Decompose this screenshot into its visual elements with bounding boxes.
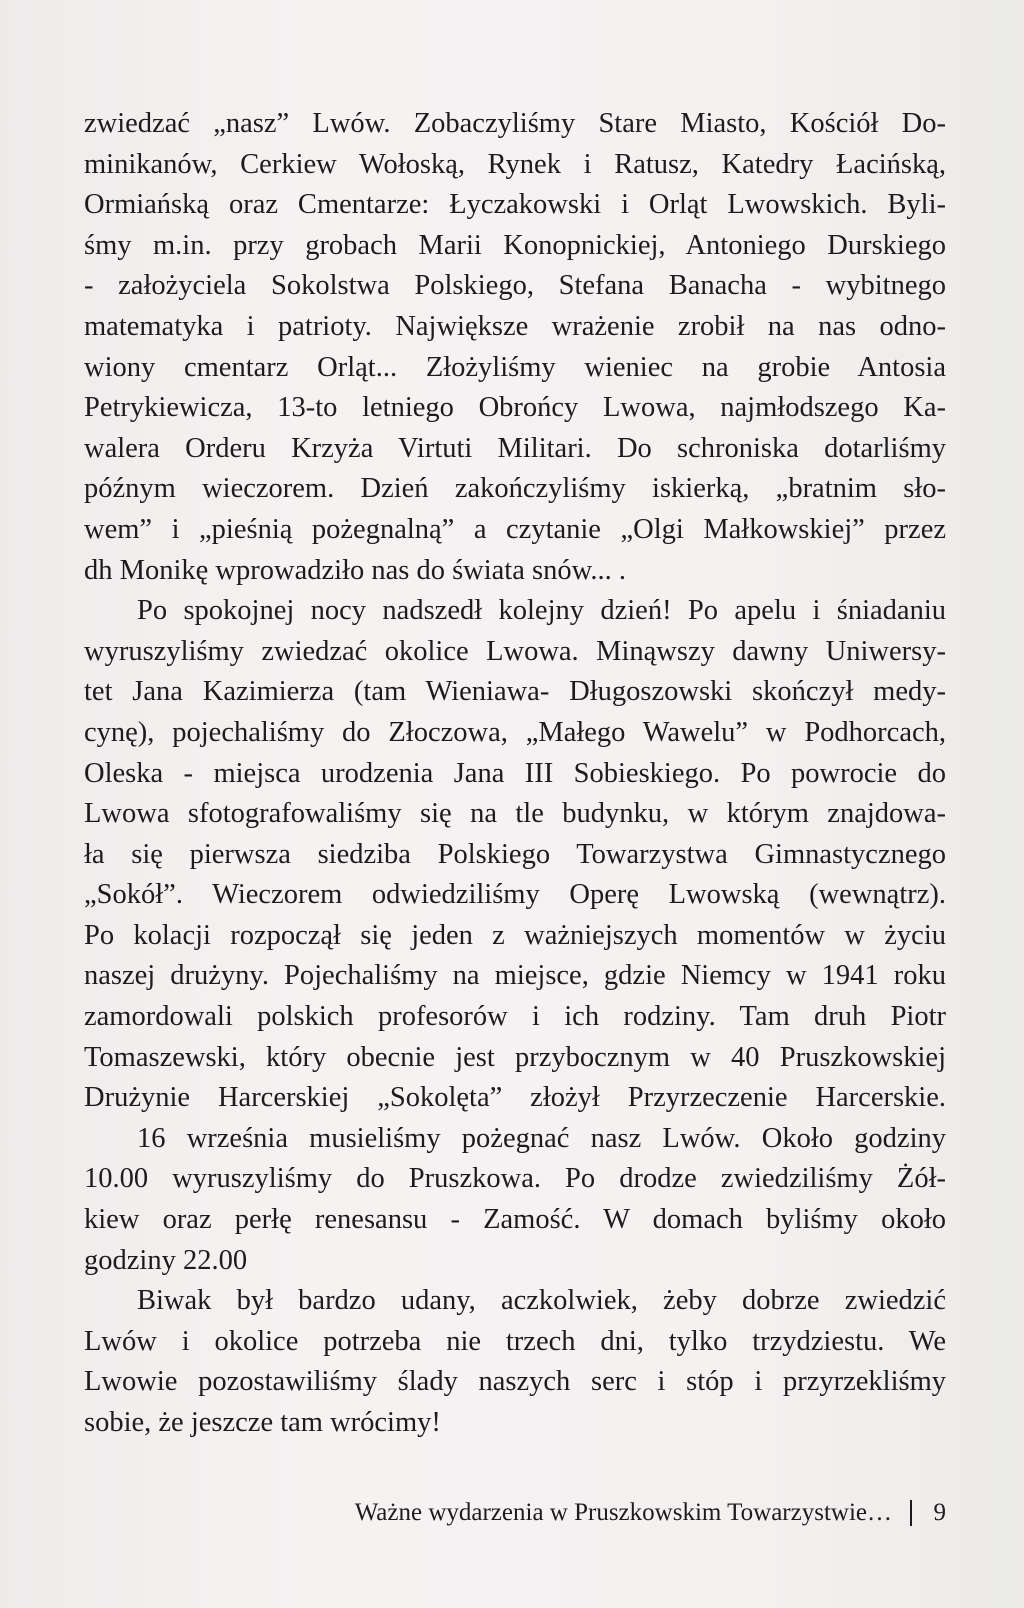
paragraph-first-line: Biwak był bardzo udany, aczkolwiek, żeby dobrze zwiedzić: [137, 1285, 946, 1317]
text-line: śmy m.in. przy grobach Marii Konopnickiej, Antoniego Durskiego: [84, 229, 946, 261]
text-line: tet Jana Kazimierza (tam Wieniawa- Długoszowski skończył medy-: [84, 676, 946, 708]
text-line: zamordowali polskich profesorów i ich rodziny. Tam druh Piotr: [84, 1001, 946, 1033]
text-line: Petrykiewicza, 13-to letniego Obrońcy Lwowa, najmłodszego Ka-: [84, 392, 946, 424]
text-line: późnym wieczorem. Dzień zakończyliśmy iskierką, „bratnim sło-: [84, 473, 946, 505]
text-line: naszej drużyny. Pojechaliśmy na miejsce, gdzie Niemcy w 1941 roku: [84, 960, 946, 992]
text-line: Lwowa sfotografowaliśmy się na tle budynku, w którym znajdowa-: [84, 798, 946, 830]
text-line: dh Monikę wprowadziło nas do świata snów... .: [84, 554, 626, 586]
text-line: Oleska - miejsca urodzenia Jana III Sobieskiego. Po powrocie do: [84, 757, 946, 789]
text-line: walera Orderu Krzyża Virtuti Militari. Do schroniska dotarliśmy: [84, 432, 946, 464]
text-line: Lwów i okolice potrzeba nie trzech dni, tylko trzydziestu. We: [84, 1325, 946, 1357]
text-line: - założyciela Sokolstwa Polskiego, Stefana Banacha - wybitnego: [84, 270, 946, 302]
paragraph-first-line: Po spokojnej nocy nadszedł kolejny dzień! Po apelu i śniadaniu: [137, 595, 946, 627]
text-line: „Sokół”. Wieczorem odwiedziliśmy Operę Lwowską (wewnątrz).: [84, 879, 946, 911]
text-line: Po kolacji rozpoczął się jeden z ważniejszych momentów w życiu: [84, 919, 946, 951]
text-line: wem” i „pieśnią pożegnalną” a czytanie „Olgi Małkowskiej” przez: [84, 513, 946, 545]
text-line: Tomaszewski, który obecnie jest przybocznym w 40 Pruszkowskiej: [84, 1041, 946, 1073]
text-line: cynę), pojechaliśmy do Złoczowa, „Małego Wawelu” w Podhorcach,: [84, 716, 946, 748]
page-number: 9: [933, 1499, 946, 1526]
text-line: Drużynie Harcerskiej „Sokolęta” złożył Przyrzeczenie Harcerskie.: [84, 1082, 946, 1114]
page-footer: [355, 1497, 946, 1529]
text-line: matematyka i patrioty. Największe wrażenie zrobił na nas odno-: [84, 310, 946, 342]
text-line: kiew oraz perłę renesansu - Zamość. W domach byliśmy około: [84, 1204, 946, 1236]
body-text: [84, 104, 946, 1444]
footer-divider: [910, 1500, 912, 1526]
text-line: wyruszyliśmy zwiedzać okolice Lwowa. Minąwszy dawny Uniwersy-: [84, 635, 946, 667]
text-line: minikanów, Cerkiew Wołoską, Rynek i Ratusz, Katedry Łacińską,: [84, 148, 946, 180]
text-line: 10.00 wyruszyliśmy do Pruszkowa. Po drodze zwiedziliśmy Żół-: [84, 1163, 946, 1195]
text-line: wiony cmentarz Orląt... Złożyliśmy wieniec na grobie Antosia: [84, 351, 946, 383]
text-line: zwiedzać „nasz” Lwów. Zobaczyliśmy Stare Miasto, Kościół Do-: [84, 108, 946, 139]
text-line: sobie, że jeszcze tam wrócimy!: [84, 1407, 441, 1438]
paragraph-first-line: 16 września musieliśmy pożegnać nasz Lwów. Około godziny: [137, 1122, 946, 1154]
running-title: Ważne wydarzenia w Pruszkowskim Towarzystwie…: [354, 1499, 892, 1526]
text-line: Ormiańską oraz Cmentarze: Łyczakowski i Orląt Lwowskich. Byli-: [84, 189, 946, 221]
text-line: Lwowie pozostawiliśmy ślady naszych serc i stóp i przyrzekliśmy: [84, 1366, 946, 1398]
text-line: godziny 22.00: [84, 1244, 248, 1276]
text-line: ła się pierwsza siedziba Polskiego Towarzystwa Gimnastycznego: [84, 838, 946, 870]
